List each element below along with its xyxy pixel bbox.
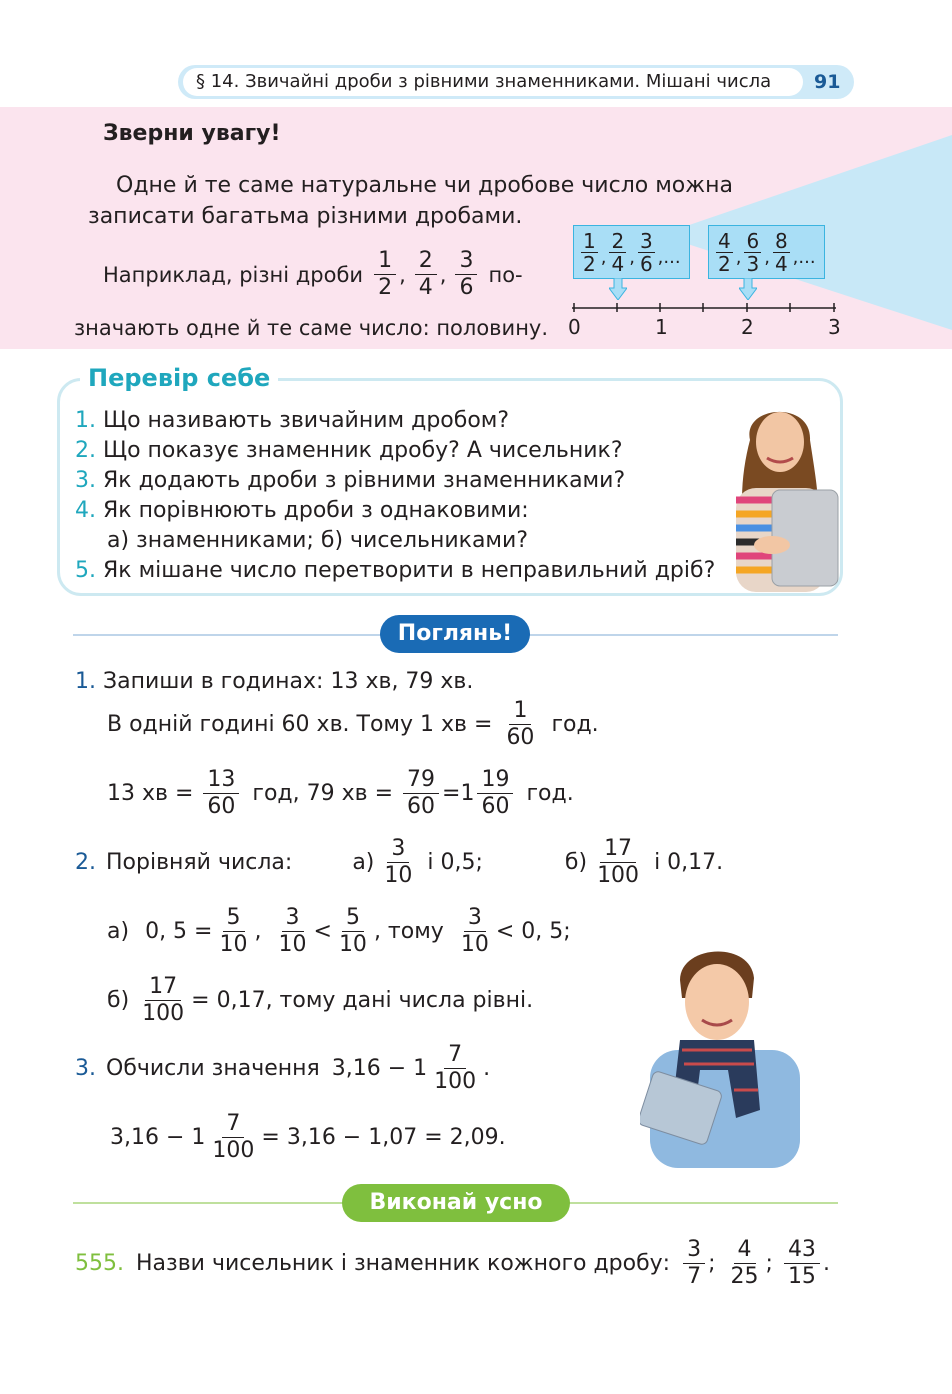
look-banner: Поглянь!: [380, 615, 530, 653]
example-2-solution-b: б) $\frac{17}{100}$ = 0,17, тому дані числа рівні.: [107, 974, 534, 1026]
number-line-label: 0: [568, 315, 581, 339]
fraction: $\frac{3}{6}$: [455, 248, 477, 301]
example-prefix: Наприклад, різні дроби: [103, 262, 364, 287]
boy-with-tablet-image: [640, 940, 802, 1168]
question-item: 3. Як додають дроби з рівними знаменниками?: [75, 468, 626, 493]
example-1-line3: 13 хв = $\frac{13}{60}$ год, 79 хв = $\frac{79}{60}$ =1 $\frac{19}{60}$ год.: [107, 767, 574, 819]
fraction: $\frac{2}{4}$: [415, 248, 437, 301]
question-item: 4. Як порівнюють дроби з однаковими:: [75, 498, 529, 523]
question-item: 2. Що показує знаменник дробу? А чисельник?: [75, 438, 623, 463]
attention-text: Одне й те саме натуральне чи дробове число можна записати багатьма різними дробами.: [88, 173, 733, 229]
fraction-box-two: $\frac{4}{2}$ , $\frac{6}{3}$ , $\frac{8}{4}$ , ...: [708, 225, 825, 279]
example-suffix: по-: [488, 262, 523, 287]
example-1-task: 1. Запиши в годинах: 13 хв, 79 хв.: [75, 669, 474, 694]
question-item: 5. Як мішане число перетворити в неправильний дріб?: [75, 558, 716, 583]
example-1-line2: В одній годині 60 хв. Тому 1 хв = $\frac{1}{60}$ год.: [107, 698, 599, 750]
example-3-solution: 3,16 − 1 $\frac{7}{100}$ = 3,16 − 1,07 = 2,09.: [110, 1111, 506, 1163]
header-title: § 14. Звичайні дроби з рівними знаменниками. Мішані числа: [196, 71, 772, 92]
question-item-continued: а) знаменниками; б) чисельниками?: [107, 528, 529, 553]
example-line: Наприклад, різні дроби $\frac{1}{2}$ , $\frac{2}{4}$ , $\frac{3}{6}$ по-: [103, 248, 523, 300]
oral-banner: Виконай усно: [342, 1184, 570, 1222]
fraction-box-half: $\frac{1}{2}$ , $\frac{2}{4}$ , $\frac{3}{6}$ , ...: [573, 225, 690, 279]
example-2-task: 2. Порівняй числа: а) $\frac{3}{10}$ і 0,5; б) $\frac{17}{100}$ і 0,17.: [75, 836, 724, 888]
example-3-task: 3. Обчисли значення 3,16 − 1 $\frac{7}{100}$ .: [75, 1042, 491, 1094]
example-2-solution-a: а) 0, 5 = $\frac{5}{10}$ , $\frac{3}{10}$ < $\frac{5}{10}$ , тому $\frac{3}{10}$ < 0, 5;: [107, 905, 571, 957]
attention-heading: Зверни увагу!: [103, 121, 281, 146]
exercise-555: 555. Назви чисельник і знаменник кожного дробу: $\frac{3}{7}$ ; $\frac{4}{25}$ ; $\frac{43}{15}$ .: [75, 1237, 830, 1289]
number-line-label: 2: [741, 315, 754, 339]
fraction: $\frac{1}{2}$: [374, 248, 396, 301]
girl-with-laptop-image: [712, 400, 846, 592]
page-number: 91: [814, 71, 841, 93]
example-line-continued: значають одне й те саме число: половину.: [74, 316, 549, 340]
number-line-label: 1: [655, 315, 668, 339]
question-item: 1. Що називають звичайним дробом?: [75, 408, 510, 433]
check-yourself-title: Перевір себе: [88, 364, 271, 392]
number-line: [570, 290, 845, 312]
number-line-label: 3: [828, 315, 841, 339]
check-yourself-title-wrap: [80, 362, 278, 394]
